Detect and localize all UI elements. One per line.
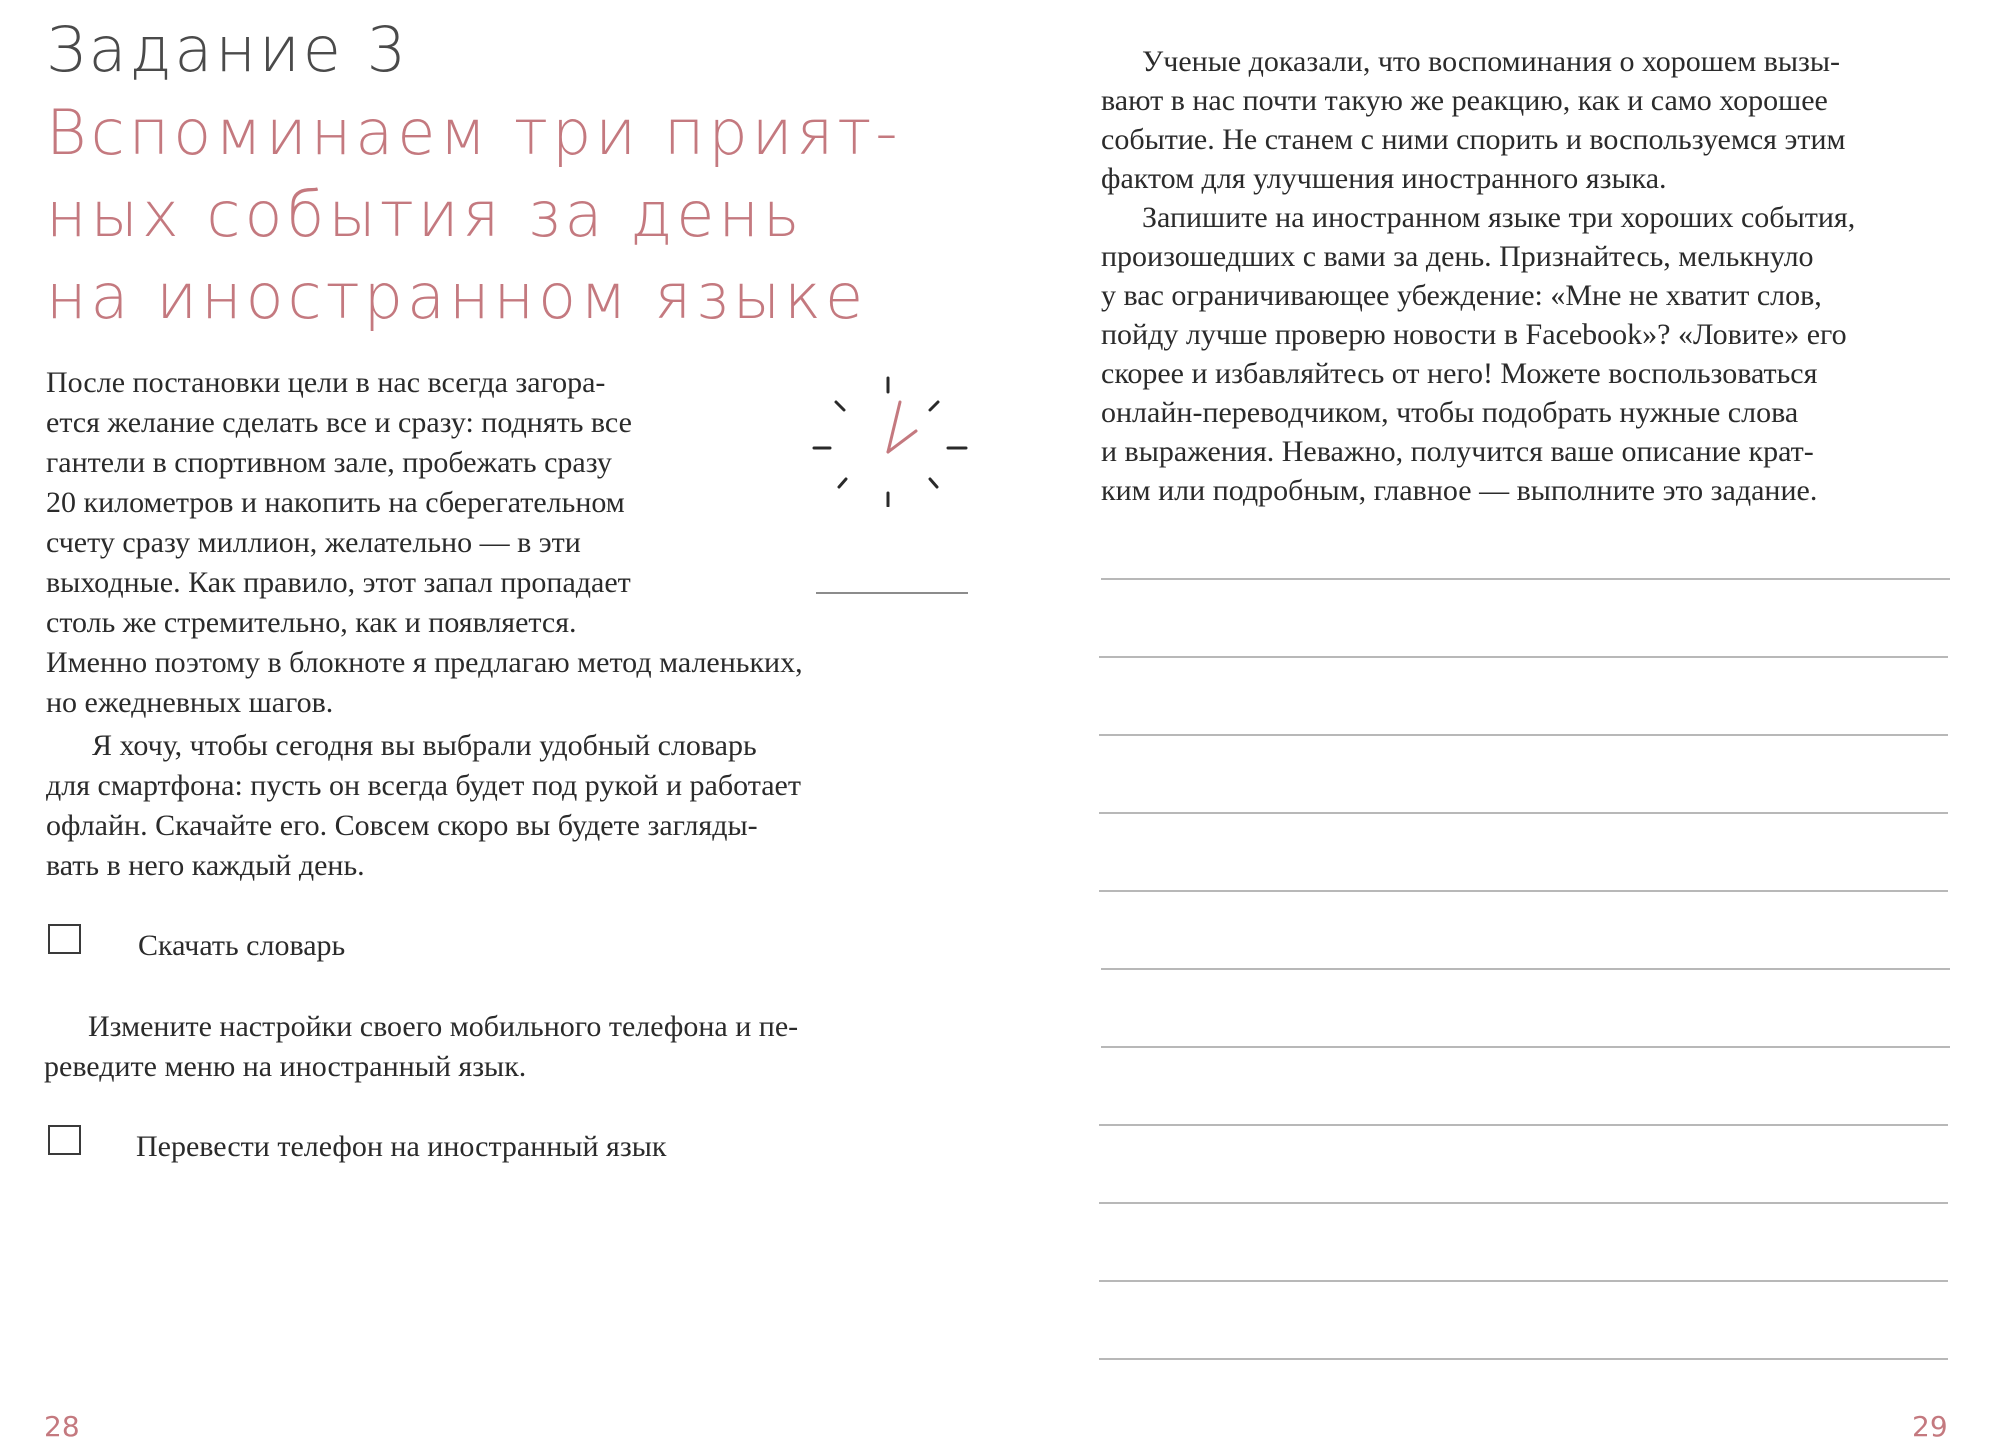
download-dictionary-checkbox[interactable] — [48, 924, 81, 954]
divider-line — [816, 592, 968, 594]
writing-line[interactable] — [1099, 812, 1948, 814]
writing-line[interactable] — [1099, 1202, 1948, 1204]
text-line: гантели в спортивном зале, пробежать сразу — [46, 446, 612, 479]
writing-line[interactable] — [1099, 890, 1948, 892]
writing-line[interactable] — [1099, 1358, 1948, 1360]
text-line: столь же стремительно, как и появляется. — [46, 606, 577, 639]
text-line: событие. Не станем с ними спорить и воспользуемся этим — [1101, 123, 1846, 156]
text-line: вают в нас почти такую же реакцию, как и само хорошее — [1101, 84, 1828, 117]
text-line: Измените настройки своего мобильного телефона и пе- — [88, 1010, 799, 1043]
text-line: счету сразу миллион, желательно — в эти — [46, 526, 581, 559]
text-line: выходные. Как правило, этот запал пропадает — [46, 566, 631, 599]
page-number: 28 — [44, 1410, 80, 1443]
text-line: 20 километров и накопить на сберегательном — [46, 486, 625, 519]
task-title — [46, 92, 902, 338]
text-line: Ученые доказали, что воспоминания о хорошем вызы- — [1142, 45, 1841, 78]
writing-line[interactable] — [1101, 968, 1950, 970]
writing-line[interactable] — [1101, 578, 1950, 580]
text-line: После постановки цели в нас всегда загора- — [46, 366, 606, 399]
task-title-line: на иностранном языке — [46, 260, 868, 333]
text-line: реведите меню на иностранный язык. — [44, 1050, 527, 1083]
writing-line[interactable] — [1101, 1046, 1950, 1048]
text-line: Именно поэтому в блокноте я предлагаю метод маленьких, — [46, 646, 803, 679]
task-number: Задание 3 — [46, 13, 410, 86]
text-line: пойду лучше проверю новости в Facebook»? «Ловите» его — [1101, 318, 1847, 351]
checkbox-label: Скачать словарь — [138, 929, 346, 962]
right-page — [1000, 0, 2000, 1446]
clock-icon — [810, 372, 970, 507]
writing-line[interactable] — [1099, 1124, 1948, 1126]
text-line: Запишите на иностранном языке три хороших события, — [1142, 201, 1856, 234]
text-line: для смартфона: пусть он всегда будет под рукой и работает — [46, 769, 801, 802]
text-line: но ежедневных шагов. — [46, 686, 334, 719]
text-line: и выражения. Неважно, получится ваше описание крат- — [1101, 435, 1814, 468]
text-line: вать в него каждый день. — [46, 849, 365, 882]
text-line: скорее и избавляйтесь от него! Можете воспользоваться — [1101, 357, 1818, 390]
writing-line[interactable] — [1099, 656, 1948, 658]
task-title-line: Вспоминаем три прият- — [46, 96, 902, 169]
text-line: ким или подробным, главное — выполните это задание. — [1101, 474, 1818, 507]
text-line: офлайн. Скачайте его. Совсем скоро вы будете загляды- — [46, 809, 758, 842]
writing-line[interactable] — [1099, 1280, 1948, 1282]
text-line: ется желание сделать все и сразу: поднять все — [46, 406, 632, 439]
text-line: фактом для улучшения иностранного языка. — [1101, 162, 1667, 195]
checkbox-label: Перевести телефон на иностранный язык — [136, 1130, 667, 1163]
page-number: 29 — [1912, 1410, 1948, 1443]
text-line: Я хочу, чтобы сегодня вы выбрали удобный словарь — [92, 729, 757, 762]
writing-line[interactable] — [1099, 734, 1948, 736]
text-line: произошедших с вами за день. Признайтесь, мелькнуло — [1101, 240, 1814, 273]
translate-phone-checkbox[interactable] — [48, 1125, 81, 1155]
task-title-line: ных события за день — [46, 178, 804, 251]
text-line: онлайн-переводчиком, чтобы подобрать нужные слова — [1101, 396, 1799, 429]
text-line: у вас ограничивающее убеждение: «Мне не хватит слов, — [1101, 279, 1822, 312]
